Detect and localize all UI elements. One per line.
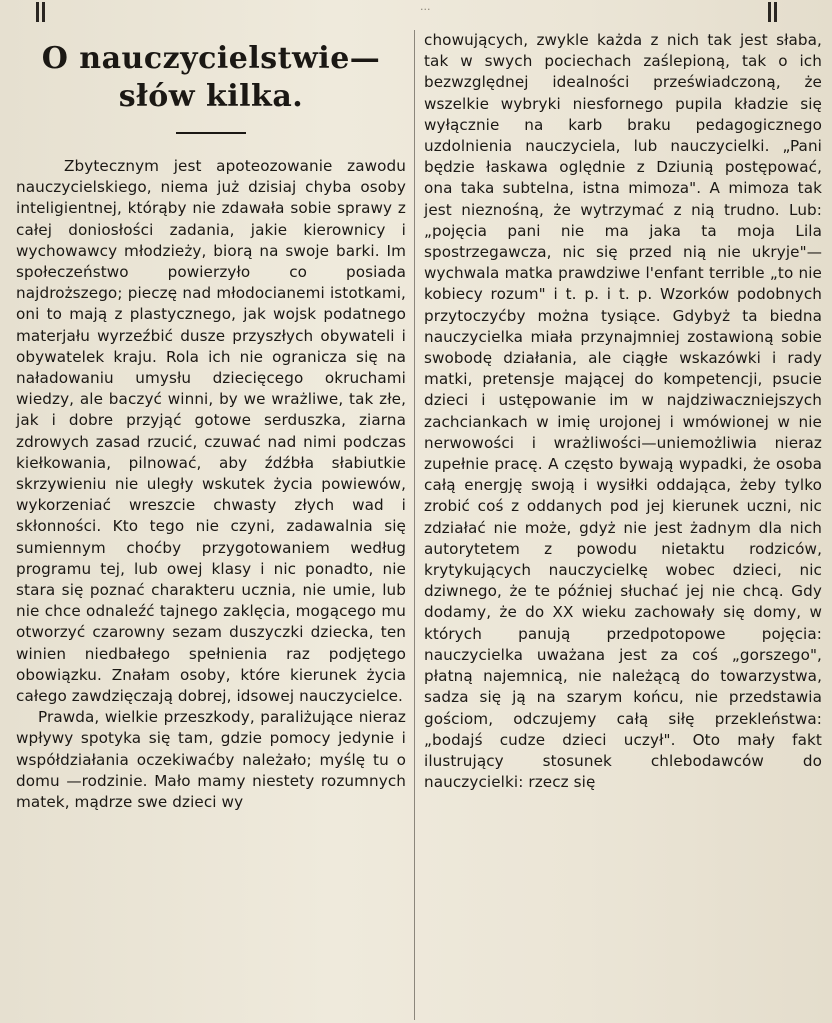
- article-right-column: [424, 30, 822, 793]
- title-divider: [176, 132, 246, 134]
- paragraph-continuation: chowujących, zwykle każda z nich tak jest słaba, tak w swych pociechach zaślepioną, tak o ich bezwzględnej idealności przeświadczoną, że wszelkie wybryki niesfornego pupila kładzie się wyłącznie na karb braku pedagogicznego uzdolnienia nauczyciela, lub nauczycielki. „Pani będzie łaskawa oględnie z Dziunią postępować, ona taka subtelna, istna mimoza". A mimoza tak jest nieznośną, że wytrzymać z nią trudno. Lub: „pojęcia pani nie ma jaka ta moja Lila spostrzegawcza, nic się przed nią nie ukryje"—wychwala matka prawdziwe l'enfant terrible „to nie kobiecy rozum" i t. p. i t. p. Wzorków podobnych przytoczyćby można tysiące. Gdybyż ta biedna nauczycielka miała przynajmniej zostawioną sobie swobodę działania, ale ciągłe wskazówki i rady matki, pretensje mającej do kompetencji, psucie dzieci i ustępowanie im w najdziwaczniejszych zachciankach w imię urojonej i wmówionej w nie nerwowości i wrażliwości—uniemożliwia nieraz zupełnie pracę. A często bywają wypadki, że osoba całą energję swoją i wysiłki oddająca, żeby tylko zrobić coś z oddanych pod jej kierunek uczni, nic zdziałać nie może, gdyż nie jest żadnym dla nich autorytetem z powodu nietaktu rodziców, krytykujących nauczycielkę wobec dzieci, nic dziwnego, że te później słuchać jej nie chcą. Gdy dodamy, że do XX wieku zachowały się domy, w których panują przedpotopowe pojęcia: nauczycielka uważana jest za coś „gorszego", płatną najemnicą, nie należącą do towarzystwa, sadza się ją na szarym końcu, nie przedstawia gościom, odczujemy całą siłę przekleństwa: „bodajś cudze dzieci uczył". Oto mały fakt ilustrujący stosunek chlebodawców do nauczycielki: rzecz się: [424, 31, 822, 792]
- column-divider: [414, 30, 415, 1020]
- paragraph-1: Zbytecznym jest apoteozowanie zawodu nauczycielskiego, niema już dzisiaj chyba osoby inteligientnej, którąby nie zdawała sobie sprawy z całej doniosłości zadania, jakie kierownicy i wychowawcy młodzieży, biorą na swoje barki. Im społeczeństwo powierzyło co posiada najdroższego; pieczę nad młodocianemi istotkami, oni to mają z plastycznego, jak wojsk podatnego materjału wyrzeźbić dusze przyszłych obywateli i obywatelek kraju. Rola ich nie ogranicza się na naładowaniu umysłu dziecięcego okruchami wiedzy, ale baczyć winni, by we wrażliwe, tak złe, jak i dobre przyjąć gotowe serduszka, ziarna zdrowych zasad rzucić, czuwać nad nimi podczas kiełkowania, pilnować, aby źdźbła słabiutkie skrzywieniu nie uległy wskutek życia powiewów, wykorzeniać wreszcie chwasty złych wad i skłonności. Kto tego nie czyni, zadawalnia się sumiennym choćby przygotowaniem według programu tej, lub owej klasy i nic ponadto, nie stara się poznać charakteru ucznia, nie umie, lub nie chce odnaleźć tajnego zaklęcia, mogącego mu otworzyć czarowny sezam duszyczki dziecka, ten winien niedbałego spełnienia raz podjętego obowiązku. Znałam osoby, które kierunek życia całego zawdzięczają dobrej, idsowej nauczycielce.: [16, 157, 406, 706]
- paragraph-2: Prawda, wielkie przeszkody, paraliżujące nieraz wpływy spotyka się tam, gdzie pomocy jedynie i współdziałania oczekiwaćby należało; myślę tu o domu —rodzinie. Mało mamy niestety rozumnych matek, mądrze swe dzieci wy: [16, 708, 406, 812]
- column-rule-mark-left-2: [42, 2, 45, 22]
- column-rule-mark-left: [36, 2, 39, 22]
- article-left-column: [16, 28, 406, 813]
- article-title: O nauczycielstwie—słów kilka.: [41, 41, 381, 114]
- top-cut-off-text: ...: [420, 0, 431, 13]
